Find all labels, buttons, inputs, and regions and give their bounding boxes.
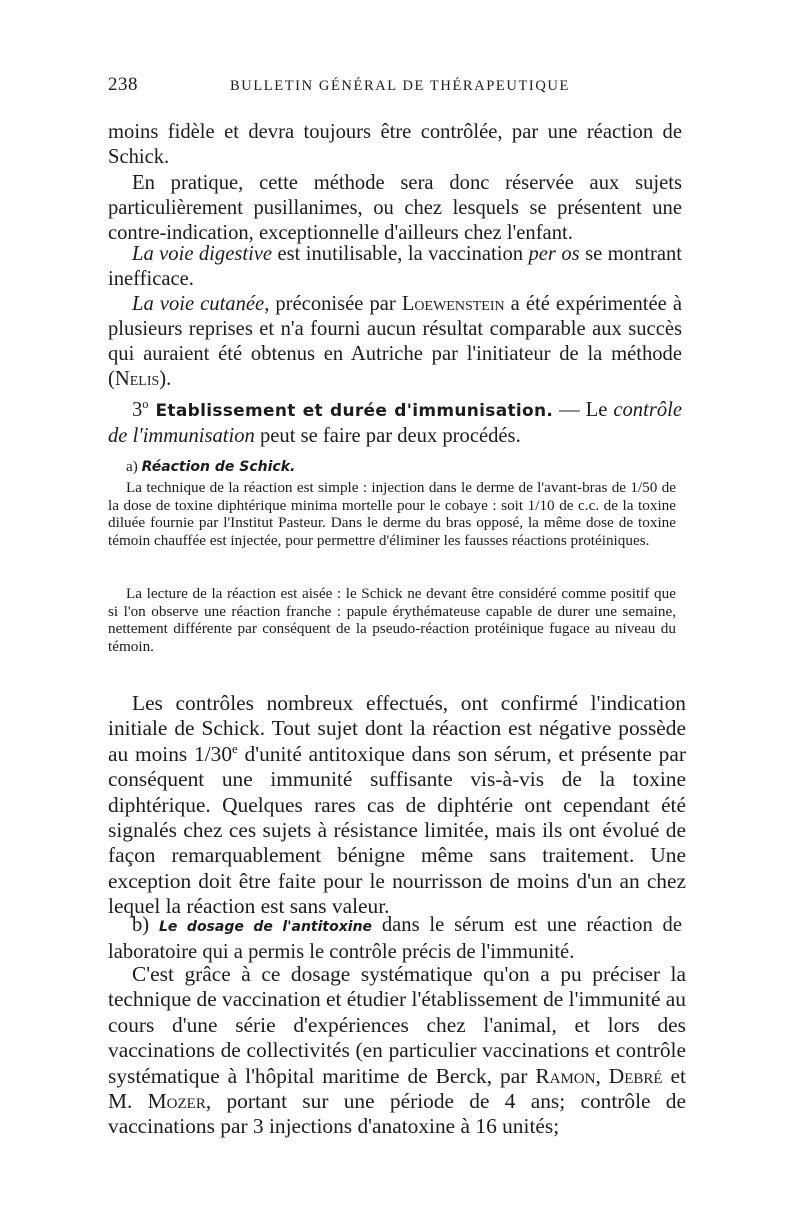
paragraph-text: — Le	[553, 399, 614, 421]
paragraph-text: En pratique, cette méthode sera donc réservée aux sujets particulièrement pusillanimes, ou chez lesquels se présentent une contre-indication, exceptionnelle d'ailleurs chez l'enfant.	[108, 172, 682, 244]
subsection-heading-a	[108, 458, 676, 477]
ordinal-suffix: e	[232, 741, 238, 756]
paragraph-text: se montrant inefficace.	[108, 243, 682, 290]
paragraph-controles	[108, 691, 686, 920]
paragraph-text: est inutilisable, la vaccination	[272, 243, 529, 265]
section-heading-immunisation	[108, 398, 682, 449]
paragraph-text: moins fidèle et devra toujours être contrôlée, par une réaction de Schick.	[108, 121, 682, 168]
subsection-title: Le dosage de l'antitoxine	[158, 919, 373, 935]
small-paragraph-lecture	[108, 585, 676, 655]
paragraph-text: , portant sur une période de 4 ans; contrôle de vaccinations par 3 injections d'anatoxine à 16 unités;	[108, 1089, 686, 1139]
paragraph-voie-digestive	[108, 242, 682, 292]
author-name: Loewenstein	[401, 293, 505, 315]
paragraph-voie-cutanee	[108, 292, 682, 392]
paragraph-text: dans le sérum est une réaction de laboratoire qui a permis le contrôle précis de l'immunité.	[108, 914, 682, 963]
emphasis-text: La voie cutanée	[132, 293, 265, 315]
section-title: Etablissement et durée d'immunisation.	[148, 401, 554, 421]
paragraph-pratique	[108, 171, 682, 246]
paragraph-text: peut se faire par deux procédés.	[254, 425, 521, 447]
small-paragraph-technique	[108, 479, 676, 549]
author-name: Nelis	[114, 368, 160, 390]
section-number: 3	[132, 399, 143, 421]
paragraph-text: , préconisée par	[264, 293, 402, 315]
paragraph-text: ).	[159, 368, 172, 390]
paragraph-dosage	[108, 962, 686, 1140]
author-name: Ramon	[535, 1063, 596, 1088]
subsection-b-paragraph	[108, 913, 682, 965]
subsection-label: b)	[132, 914, 159, 936]
paragraph-text: ,	[595, 1063, 609, 1088]
paragraph-text: La lecture de la réaction est aisée : le Schick ne devant être considéré comme positif que si l'on observe une réaction franche : papule érythémateuse capable de durer une semaine, nettement différente par conséquent de la pseudo-réaction protéinique fugace au niveau du témoin.	[108, 585, 676, 655]
paragraph-text: d'unité antitoxique dans son sérum, et présente par conséquent une immunité suffisante vis-à-vis de la toxine diphtérique. Quelques rares cas de diphtérie ont cependant été signalés chez ces sujets à résistance limitée, mais ils ont évolué de façon remarquablement bénigne même sans traitement. Une exception doit être faite pour le nourrisson de moins d'un an chez lequel la réaction est sans valeur.	[108, 741, 686, 919]
paragraph-text: La technique de la réaction est simple : injection dans le derme de l'avant-bras de 1/50 de la dose de toxine diphtérique minima mortelle pour le cobaye : soit 1/10 de c.c. de la toxine diluée fournie par l'Institut Pasteur. Dans le derme du bras opposé, la même dose de toxine témoin chauffée est injectée, pour permettre d'éliminer les fausses réactions protéiniques.	[108, 479, 676, 549]
paragraph-text: C'est grâce à ce dosage systématique qu'on a pu préciser la technique de vaccination et étudier l'établissement de l'immunité au cours d'une série d'expériences chez l'animal, et lors des vaccinations de collectivités (en particulier vaccinations et contrôle systématique à l'hôpital maritime de Berck, par	[108, 962, 686, 1088]
author-name: Mozer	[147, 1089, 206, 1114]
subsection-title: Réaction de Schick.	[141, 459, 296, 475]
paragraph-continuation	[108, 120, 682, 170]
ordinal-suffix: o	[142, 397, 149, 412]
paragraph-text: a été expérimentée à plusieurs reprises et n'a fourni aucun résultat comparable aux succès qui auraient été obtenus en Autriche par l'initiateur de la méthode (	[108, 293, 682, 390]
subsection-label: a)	[126, 458, 142, 475]
paragraph-text: et M.	[108, 1063, 686, 1114]
author-name: Debré	[608, 1063, 663, 1088]
paragraph-text: Les contrôles nombreux effectués, ont confirmé l'indication initiale de Schick. Tout sujet dont la réaction est négative possède au moins 1/30	[108, 691, 686, 766]
emphasis-text: La voie digestive	[132, 243, 273, 265]
emphasis-text: per os	[528, 243, 580, 265]
page-number: 238	[108, 74, 138, 95]
running-title: BULLETIN GÉNÉRAL DE THÉRAPEUTIQUE	[230, 78, 570, 94]
page-header	[108, 74, 688, 98]
emphasis-text: contrôle de l'immunisation	[108, 399, 682, 447]
